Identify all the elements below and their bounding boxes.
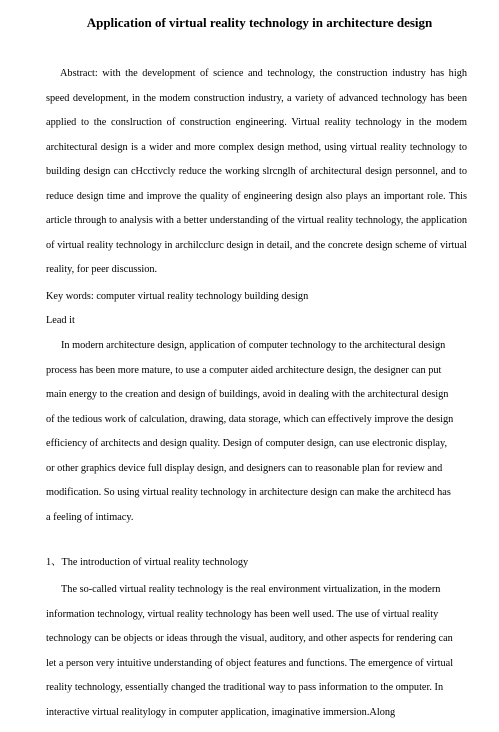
abstract-paragraph: Abstract: with the development of science and technology, the construction industry has high speed development, in the modem construction industry, a variety of advanced technology has been applied to the conslruction of construction engineering. Virtual reality technology in the modem architectural design is a wider and more complex design method, using virtual reality technology to building design can cHcctivcly reduce the working slrcnglh of architectural design personnel, and to reduce design time and improve the quality of engineering design also plays an important role. This article through to analysis with a better understanding of the virtual reality technology, the application of virtual reality technology in archilcclurc design in detail, and the concrete design scheme of virtual reality, for peer discussion. [46, 68, 467, 275]
document-title: Application of virtual reality technology in architecture design [86, 15, 433, 30]
lead-heading: Lead it [46, 315, 75, 326]
section-1-heading: 1、The introduction of virtual reality technology [46, 557, 249, 568]
keywords-line: Key words: computer virtual reality technology building design [46, 291, 309, 302]
lead-paragraph: In modern architecture design, application of computer technology to the architectural design process has been more mature, to use a computer aided architecture design, the designer can put main energy to the creation and design of buildings, avoid in dealing with the architectural design of the tedious work of calculation, drawing, data storage, which can effectively improve the design efficiency of architects and design quality. Design of computer design, can use electronic display, or other graphics device full display design, and designers can to reasonable plan for review and modification. So using virtual reality technology in architecture design can make the architecd has a feeling of intimacy. [46, 340, 454, 523]
section-1-paragraph: The so-called virtual reality technology is the real environment virtualization, in the modern information technology, virtual reality technology has been well used. The use of virtual reality technology can be objects or ideas through the visual, auditory, and other aspects for rendering can let a person very intuitive understanding of object features and functions. The emergence of virtual reality technology, essentially changed the traditional way to pass information to the omputer. In interactive virtual realitylogy in computer application, imaginative immersion.Along [46, 584, 454, 718]
